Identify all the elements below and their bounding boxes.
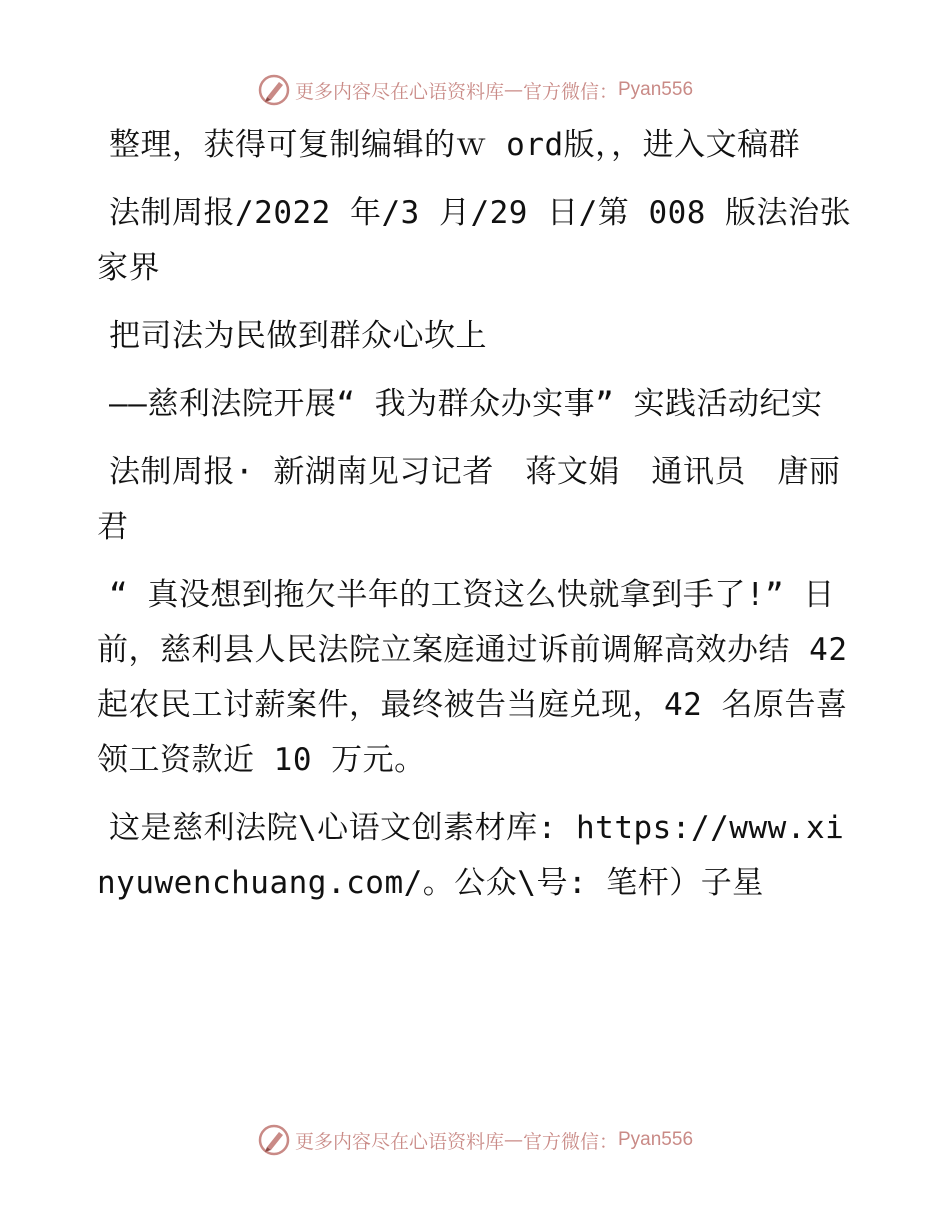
watermark-label: 官方微信： [522,80,618,103]
pen-logo-icon [257,1123,291,1157]
watermark-account: Pyan556 [618,1129,694,1150]
article-title: 把司法为民做到群众心坎上 [109,318,487,354]
footer-watermark [0,1120,950,1160]
paragraph-body-2: 这是慈利法院\心语文创素材库: https://www.xinyuwenchuang.com/。公众\号: 笔杆）子星 [97,810,845,901]
watermark-account: Pyan556 [618,79,694,100]
paragraph-source: 法制周报/2022 年/3 月/29 日/第 008 版法治张家界 [97,195,852,286]
watermark-label: 官方微信： [522,1130,618,1153]
article-byline: 法制周报· 新湖南见习记者 蒋文娟 通讯员 唐丽君 [97,454,841,545]
header-watermark [0,70,950,110]
watermark-separator: — [503,79,523,101]
paragraph-intro: 整理，获得可复制编辑的ｗ ord版，，进入文稿群 [109,127,801,163]
watermark-separator: — [503,1129,523,1151]
watermark-text: 更多内容尽在心语资料库 [294,1130,504,1153]
pen-logo-icon [257,73,291,107]
paragraph-body-1: “ 真没想到拖欠半年的工资这么快就拿到手了!” 日前，慈利县人民法院立案庭通过诉前调解高效办结 42 起农民工讨薪案件，最终被告当庭兑现，42 名原告喜领工资款近 10 万元。 [97,577,848,778]
document-body [97,118,857,924]
watermark-text: 更多内容尽在心语资料库 [294,80,504,103]
article-subtitle: ——慈利法院开展“ 我为群众办实事” 实践活动纪实 [109,386,823,422]
